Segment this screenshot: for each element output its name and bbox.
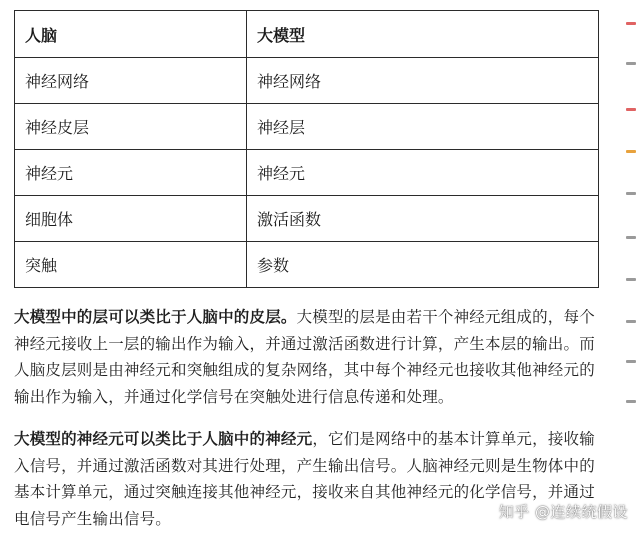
table-header-cell: 人脑 <box>15 11 247 58</box>
edge-mark <box>626 360 636 363</box>
table-row <box>15 242 599 288</box>
table-cell: 神经网络 <box>247 58 599 104</box>
table-row <box>15 196 599 242</box>
table-cell: 突触 <box>15 242 247 288</box>
table-row <box>15 104 599 150</box>
edge-mark <box>626 192 636 195</box>
edge-mark <box>626 62 636 65</box>
table-cell: 神经层 <box>247 104 599 150</box>
table-cell: 神经皮层 <box>15 104 247 150</box>
adjacent-column-edge <box>622 0 640 534</box>
paragraph-lead: 大模型中的层可以类比于人脑中的皮层。 <box>14 308 297 326</box>
edge-mark <box>626 108 636 111</box>
table-cell: 参数 <box>247 242 599 288</box>
edge-mark <box>626 22 636 25</box>
edge-mark <box>626 320 636 323</box>
comparison-table <box>14 10 599 288</box>
edge-mark <box>626 150 636 153</box>
table-cell: 激活函数 <box>247 196 599 242</box>
watermark: 知乎 @连续统假设 <box>498 503 628 521</box>
table-row <box>15 58 599 104</box>
table-cell: 神经元 <box>247 150 599 196</box>
paragraph-body: 大模型的层是由若干个神经元组成的，每个神经元接收上一层的输出作为输入，并通过激活函数进行计算，产生本层的输出。而人脑皮层则是由神经元和突触组成的复杂网络，其中每个神经元也接收其他神经元的输出作为输入，并通过化学信号在突触处进行信息传递和处理。 <box>14 308 595 406</box>
table-header-row <box>15 11 599 58</box>
edge-mark <box>626 278 636 281</box>
paragraph-body: ，它们是网络中的基本计算单元，接收输入信号，并通过激活函数对其进行处理，产生输出信号。人脑神经元则是生物体中的基本计算单元，通过突触连接其他神经元，接收来自其他神经元的化学信号，并通过电信号产生输出信号。 <box>14 430 595 528</box>
edge-mark <box>626 236 636 239</box>
paragraph-layers <box>14 304 598 410</box>
paragraph-lead: 大模型的神经元可以类比于人脑中的神经元 <box>14 430 313 448</box>
table-cell: 神经元 <box>15 150 247 196</box>
edge-mark <box>626 400 636 403</box>
table-row <box>15 150 599 196</box>
table-header-cell: 大模型 <box>247 11 599 58</box>
table-cell: 神经网络 <box>15 58 247 104</box>
table-cell: 细胞体 <box>15 196 247 242</box>
article-content <box>14 10 598 532</box>
